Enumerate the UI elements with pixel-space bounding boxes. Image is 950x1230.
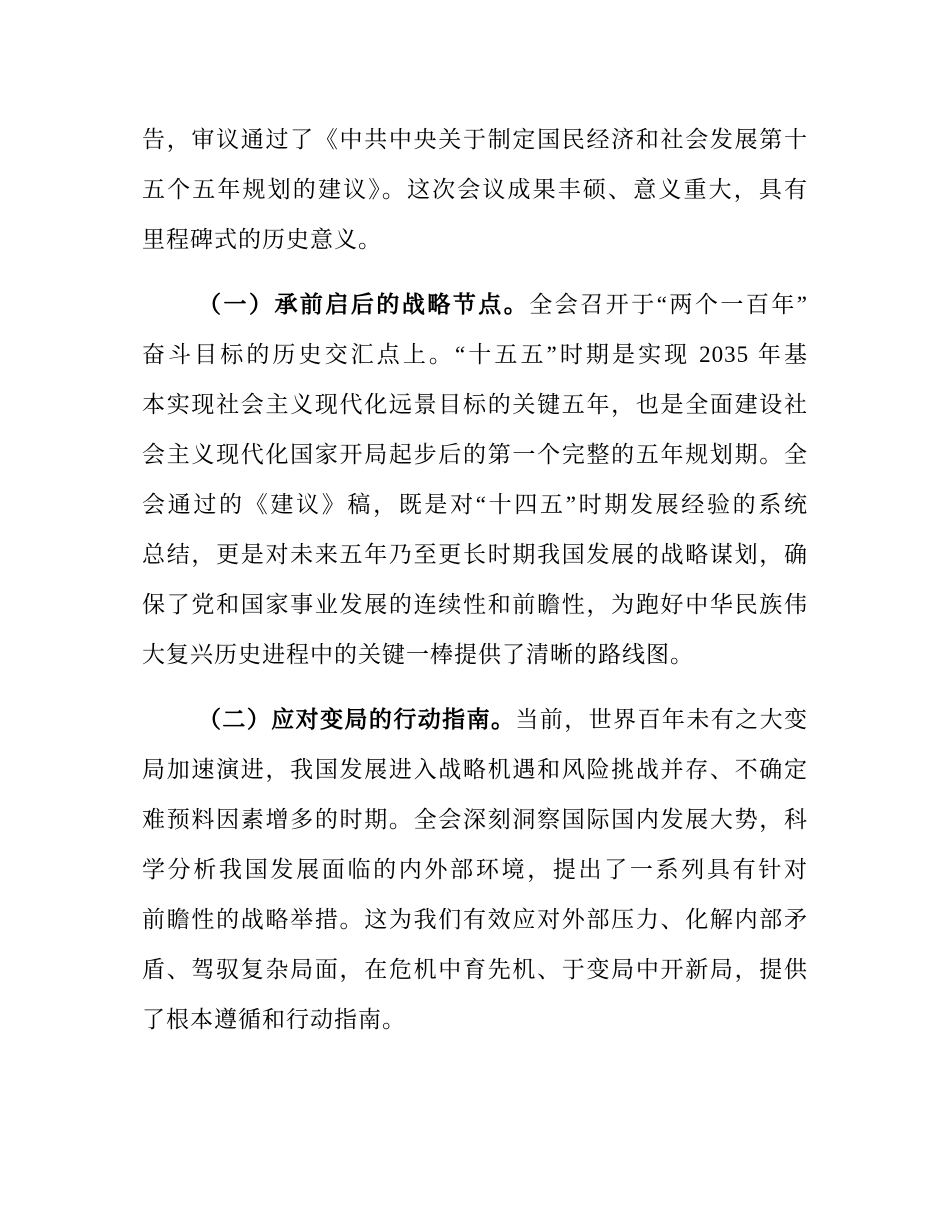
body-text: 总结，更是对未来五年乃至更长时期我国发展的战略谋划，确 bbox=[142, 542, 808, 567]
text-line bbox=[142, 845, 808, 895]
body-text: 难预料因素增多的时期。全会深刻洞察国际国内发展大势，科 bbox=[142, 807, 808, 832]
text-line bbox=[142, 115, 808, 165]
body-text: 会通过的《建议》稿，既是对“十四五”时期发展经验的系统 bbox=[142, 492, 808, 517]
paragraph-section-one bbox=[142, 280, 808, 680]
body-text: 盾、驾驭复杂局面，在危机中育先机、于变局中开新局，提供 bbox=[142, 957, 808, 982]
section-heading: （二）应对变局的行动指南。 bbox=[198, 707, 516, 732]
body-text: 里程碑式的历史意义。 bbox=[142, 227, 382, 252]
text-line bbox=[142, 945, 808, 995]
text-line bbox=[142, 280, 808, 330]
body-text: 会主义现代化国家开局起步后的第一个完整的五年规划期。全 bbox=[142, 442, 808, 467]
section-heading: （一）承前启后的战略节点。 bbox=[198, 292, 530, 317]
text-line bbox=[142, 795, 808, 845]
paragraph-intro-continuation bbox=[142, 115, 808, 265]
body-text: 前瞻性的战略举措。这为我们有效应对外部压力、化解内部矛 bbox=[142, 907, 808, 932]
text-line bbox=[142, 430, 808, 480]
body-text: 本实现社会主义现代化远景目标的关键五年，也是全面建设社 bbox=[142, 392, 808, 417]
body-text: 奋斗目标的历史交汇点上。“十五五”时期是实现 2035 年基 bbox=[142, 342, 808, 367]
body-text: 保了党和国家事业发展的连续性和前瞻性，为跑好中华民族伟 bbox=[142, 592, 808, 617]
text-line bbox=[142, 530, 808, 580]
text-line bbox=[142, 380, 808, 430]
body-text: 告，审议通过了《中共中央关于制定国民经济和社会发展第十 bbox=[142, 127, 808, 152]
text-line bbox=[142, 895, 808, 945]
document-content bbox=[142, 115, 808, 1045]
body-text: 当前，世界百年未有之大变 bbox=[515, 707, 808, 732]
body-text: 局加速演进，我国发展进入战略机遇和风险挑战并存、不确定 bbox=[142, 757, 808, 782]
text-line bbox=[142, 995, 808, 1045]
text-line bbox=[142, 745, 808, 795]
body-text: 了根本遵循和行动指南。 bbox=[142, 1007, 406, 1032]
body-text: 大复兴历史进程中的关键一棒提供了清晰的路线图。 bbox=[142, 642, 694, 667]
body-text: 五个五年规划的建议》。这次会议成果丰硕、意义重大，具有 bbox=[142, 177, 808, 202]
text-line bbox=[142, 580, 808, 630]
text-line bbox=[142, 695, 808, 745]
text-line bbox=[142, 215, 808, 265]
text-line bbox=[142, 165, 808, 215]
text-line bbox=[142, 330, 808, 380]
text-line bbox=[142, 480, 808, 530]
text-line bbox=[142, 630, 808, 680]
body-text: 学分析我国发展面临的内外部环境，提出了一系列具有针对 bbox=[142, 857, 808, 882]
body-text: 全会召开于“两个一百年” bbox=[529, 292, 808, 317]
paragraph-section-two bbox=[142, 695, 808, 1045]
